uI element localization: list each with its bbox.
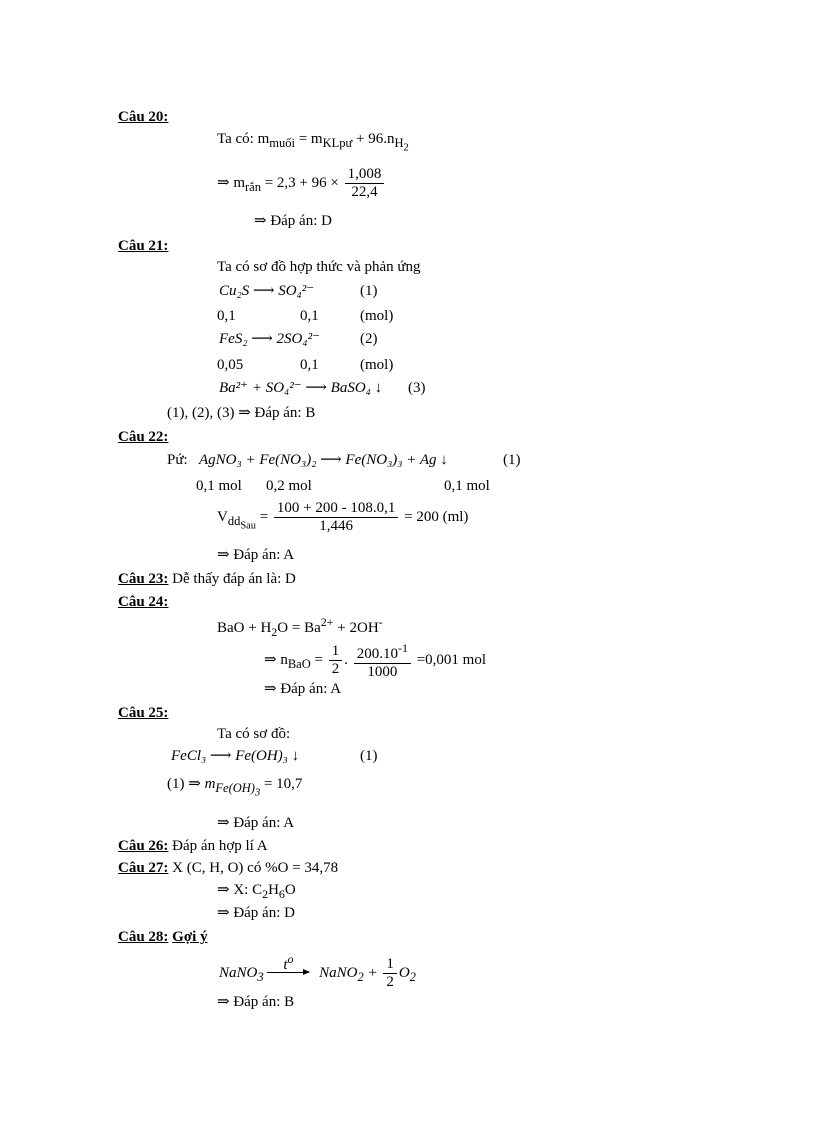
q21-reaction-3: Ba²⁺ + SO₄²⁻ ⟶ BaSO₄ ↓ [219, 380, 383, 396]
q20-heading: Câu 20: [118, 109, 169, 125]
q22-mol-a: 0,1 mol [196, 478, 242, 494]
q26-line: Câu 26: Đáp án hợp lí A [118, 838, 268, 854]
q21-tag-3: (3) [408, 380, 426, 396]
q20-formula-2: ⇒ $m_{rắn} = 2,3 + 96$ × $\frac{1,008}{22,4}$ [217, 166, 386, 201]
q22-heading: Câu 22: [118, 429, 169, 445]
q21-reaction-1: Cu₂S ⟶ SO₄²⁻ [219, 283, 315, 299]
q22-answer: ⇒ Đáp án: A [217, 547, 295, 563]
q22-tag: (1) [503, 452, 521, 468]
q21-heading: Câu 21: [118, 238, 169, 254]
q23-heading: Câu 23: [118, 571, 169, 587]
q24-equation: BaO + $H_2O = Ba^{2+} + 2OH^-$ [217, 615, 383, 639]
q25-tag: (1) [360, 748, 378, 764]
q27-formula: ⇒ X: $C_2H_6O$ [217, 882, 296, 901]
q28-condition: $t^o$ [283, 951, 294, 973]
q21-mol-2c: (mol) [360, 357, 394, 373]
q25-heading: Câu 25: [118, 705, 169, 721]
q22-pu-label: Pứ: [167, 452, 188, 468]
q27-answer: ⇒ Đáp án: D [217, 905, 295, 921]
q25-intro: Ta có sơ đồ: [217, 726, 291, 742]
q21-mol-2b: 0,1 [300, 357, 319, 373]
q20-answer: ⇒ Đáp án: D [254, 213, 332, 229]
q22-reaction: AgNO₃ + Fe(NO₃)₂ ⟶ Fe(NO₃)₃ + Ag ↓ [199, 452, 448, 468]
q28-answer: ⇒ Đáp án: B [217, 994, 295, 1010]
q21-intro: Ta có sơ đồ hợp thức và phản ứng [217, 259, 421, 275]
q22-mol-b: 0,2 mol [266, 478, 312, 494]
q27-heading: Câu 27: [118, 860, 169, 876]
q20-formula-1: Ta có: $m_{muối} = m_{KLpư} + 96.n_{H_2}$ [217, 131, 409, 154]
q21-mol-2a: 0,05 [217, 357, 244, 373]
reaction-arrow-icon [267, 972, 309, 973]
q24-answer: ⇒ Đáp án: A [264, 681, 342, 697]
q28-heading: Câu 28: [118, 929, 169, 945]
q21-mol-1a: 0,1 [217, 308, 236, 324]
q22-volume-formula: $V_{dd_{Sau}}$ = $\frac{100 + 200 - 108.0,1}{1,446}$ = 200 (ml) [217, 500, 469, 534]
q22-mol-c: 0,1 mol [444, 478, 490, 494]
q21-tag-1: (1) [360, 283, 378, 299]
q28-reaction: NaNO$_3$ $t^o$ NaNO$_2$ + $\frac{1}{2}$ $O_2$ [219, 951, 416, 990]
q21-tag-2: (2) [360, 331, 378, 347]
q24-n-formula: ⇒ $n_{BaO}$ = $\frac{1}{2}$ . $\frac{200.10^{-1}}{1000}$ =0,001 mol [264, 641, 487, 680]
q25-reaction: FeCl₃ ⟶ Fe(OH)₃ ↓ [171, 748, 300, 764]
q28-hint: Gợi ý [172, 929, 208, 945]
q24-heading: Câu 24: [118, 594, 169, 610]
q21-mol-1c: (mol) [360, 308, 394, 324]
q27-line: Câu 27: X (C, H, O) có %O = 34,78 [118, 860, 339, 876]
q21-mol-1b: 0,1 [300, 308, 319, 324]
q21-reaction-2: FeS₂ ⟶ 2SO₄²⁻ [219, 331, 321, 347]
q25-mass: (1) ⇒ $m_{Fe(OH)_3} = 10,7$ [167, 776, 303, 799]
q25-answer: ⇒ Đáp án: A [217, 815, 295, 831]
q23-line: Câu 23: Dễ thấy đáp án là: D [118, 571, 296, 587]
q28-line [118, 928, 208, 946]
q21-answer: (1), (2), (3) ⇒ Đáp án: B [167, 405, 316, 421]
q26-heading: Câu 26: [118, 838, 169, 854]
